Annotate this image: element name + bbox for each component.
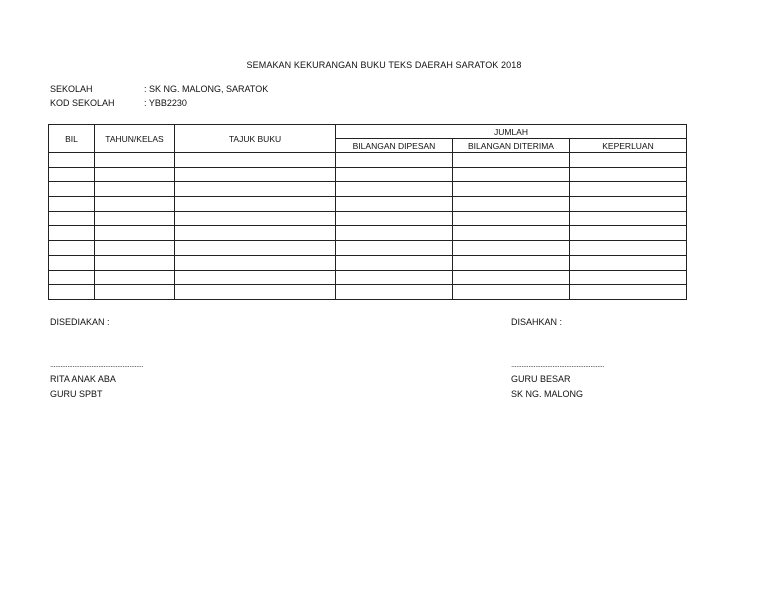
table-cell [453,241,570,256]
table-cell [49,211,95,226]
table-cell [49,285,95,300]
prepared-signature-line: ...................................................... [50,360,144,369]
table-cell [49,153,95,168]
table-row [49,211,687,226]
approved-by-heading: DISAHKAN : [511,317,563,327]
table-cell [175,255,336,270]
table-cell [570,285,687,300]
table-cell [336,153,453,168]
approved-signature-line: ...................................................... [511,360,605,369]
table-cell [453,226,570,241]
table-cell [175,226,336,241]
table-cell [453,167,570,182]
table-cell [49,226,95,241]
table-row [49,197,687,212]
school-code-row [50,98,187,108]
table-cell [175,167,336,182]
table-cell [95,167,175,182]
school-code-label: KOD SEKOLAH [50,98,115,108]
header-bil: BIL [49,125,95,153]
table-cell [336,182,453,197]
table-cell [49,270,95,285]
prepared-by-name: RITA ANAK ABA [50,374,116,384]
table-row [49,285,687,300]
document-title: SEMAKAN KEKURANGAN BUKU TEKS DAERAH SARATOK 2018 [246,60,522,70]
table-cell [336,226,453,241]
prepared-by-heading: DISEDIAKAN : [50,317,110,327]
school-value: : SK NG. MALONG, SARATOK [144,84,269,94]
table-cell [570,211,687,226]
approved-by-name: GURU BESAR [511,374,571,384]
table-cell [570,167,687,182]
table-cell [95,211,175,226]
table-cell [453,255,570,270]
school-label: SEKOLAH [50,84,93,94]
table-body [49,153,687,300]
table-cell [336,285,453,300]
table-cell [453,270,570,285]
table-cell [49,182,95,197]
table-cell [95,226,175,241]
table-cell [570,153,687,168]
header-tajuk-buku: TAJUK BUKU [175,125,336,153]
table-cell [95,285,175,300]
table-cell [453,211,570,226]
prepared-by-position: GURU SPBT [50,389,103,399]
table-cell [336,255,453,270]
table-cell [95,182,175,197]
table-cell [453,182,570,197]
table-cell [570,255,687,270]
approved-by-position: SK NG. MALONG [511,389,584,399]
table-cell [95,270,175,285]
table-cell [570,270,687,285]
table-cell [175,285,336,300]
table-row [49,270,687,285]
table-cell [175,153,336,168]
table-cell [49,255,95,270]
table-cell [570,226,687,241]
table-cell [336,167,453,182]
table-cell [95,241,175,256]
table-cell [49,167,95,182]
table-row [49,167,687,182]
table-cell [95,197,175,212]
table-cell [49,197,95,212]
table-cell [336,241,453,256]
table-row [49,241,687,256]
table-cell [336,270,453,285]
table-cell [49,241,95,256]
table-cell [175,270,336,285]
school-code-value: : YBB2230 [144,98,187,108]
header-jumlah: JUMLAH [336,125,687,139]
header-bilangan-dipesan: BILANGAN DIPESAN [336,139,453,153]
header-tahun-kelas: TAHUN/KELAS [95,125,175,153]
table-cell [570,197,687,212]
header-bilangan-diterima: BILANGAN DITERIMA [453,139,570,153]
table-row [49,153,687,168]
header-keperluan: KEPERLUAN [570,139,687,153]
table-row [49,255,687,270]
table-cell [336,197,453,212]
table-row [49,182,687,197]
table-cell [570,241,687,256]
table-cell [175,197,336,212]
table-cell [175,241,336,256]
table-cell [175,211,336,226]
school-row [50,84,268,94]
table-cell [570,182,687,197]
table-cell [95,255,175,270]
shortage-table [48,124,687,300]
table-cell [453,153,570,168]
table-cell [453,197,570,212]
table-cell [175,182,336,197]
table-cell [453,285,570,300]
table-cell [95,153,175,168]
table-row [49,226,687,241]
table-cell [336,211,453,226]
